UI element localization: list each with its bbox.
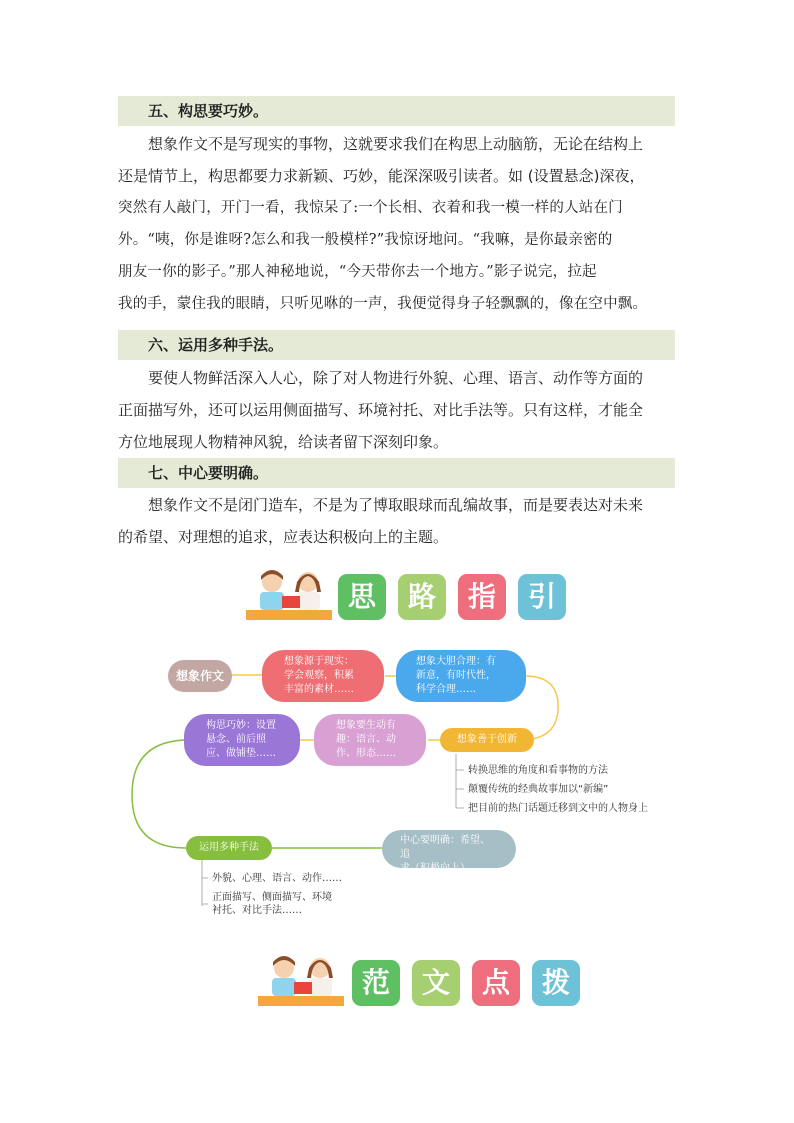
handwritten-line: 我的手，蒙住我的眼睛，只听见咻的一声，我便觉得身子轻飘飘的，像在空中飘。 — [118, 296, 648, 312]
node-line: 构思巧妙：设置 — [206, 720, 276, 731]
banner-char-tile: 指 — [458, 574, 506, 620]
mindmap-node-innovation: 想象善于创新 — [440, 728, 534, 752]
text-line: 正面描写外，还可以运用侧面描写、环境衬托、对比手法等。只有这样，才能全 — [118, 401, 644, 419]
mindmap-node-structure — [184, 714, 300, 766]
node-line: 新意，有时代性， — [416, 670, 496, 681]
mindmap-node-techniques: 运用多种手法 — [186, 836, 272, 860]
section-heading-7: 七、中心要明确。 — [118, 458, 675, 488]
mindmap-item: 把目前的热门话题迁移到文中的人物身上 — [468, 803, 648, 814]
node-line: 作、形态…… — [336, 748, 396, 759]
node-line: 趣：语言、动 — [336, 734, 396, 745]
node-line: 丰富的素材…… — [284, 684, 354, 695]
text-line: 想象作文不是闭门造车，不是为了博取眼球而乱编故事，而是要表达对未来 — [148, 496, 644, 514]
node-line: 科学合理…… — [416, 684, 476, 695]
banner-char-tile: 文 — [412, 960, 460, 1006]
mindmap-node-vivid — [314, 714, 426, 766]
node-line: 应、做铺垫…… — [206, 748, 276, 759]
node-line: 想象大胆合理：有 — [416, 656, 496, 667]
section-heading-6: 六、运用多种手法。 — [118, 330, 675, 360]
section-heading-5: 五、构思要巧妙。 — [118, 96, 675, 126]
mindmap-item: 外貌、心理、语言、动作…… — [212, 873, 342, 884]
banner-model-essay — [258, 956, 588, 1010]
node-line: 中心要明确：希望、追 — [400, 835, 490, 860]
text-line: 想象作文不是写现实的事物，这就要求我们在构思上动脑筋，无论在结构上 — [148, 135, 644, 153]
mindmap-node-reality — [262, 650, 384, 702]
handwritten-line: 外。“咦，你是谁呀?怎么和我一般模样?”我惊讶地问。“我嘛，是你最亲密的 — [118, 232, 613, 248]
handwritten-line: 朋友一你的影子。”那人神秘地说，“今天带你去一个地方。”影子说完，拉起 — [118, 264, 597, 280]
node-line: 想象源于现实： — [284, 656, 354, 667]
node-line: 学会观察，积累 — [284, 670, 354, 681]
mindmap-node-bold — [396, 650, 526, 702]
text-line: 方位地展现人物精神风貌，给读者留下深刻印象。 — [118, 433, 449, 451]
node-line: 悬念、前后照 — [206, 734, 266, 745]
mindmap-node-theme — [382, 830, 516, 874]
node-line: 想象要生动有 — [336, 720, 396, 731]
banner-char-tile: 点 — [472, 960, 520, 1006]
banner-char-tile: 路 — [398, 574, 446, 620]
node-line: 求（积极向上）…… — [400, 863, 490, 874]
mindmap-item: 正面描写、侧面描写、环境 — [212, 892, 332, 903]
text-line: 的希望、对理想的追求，应表达积极向上的主题。 — [118, 528, 449, 546]
mindmap-item: 转换思维的角度和看事物的方法 — [468, 765, 608, 776]
students-reading-icon — [258, 956, 348, 1010]
text-line: 还是情节上，构思都要力求新颖、巧妙，能深深吸引读者。如 (设置悬念)深夜， — [118, 167, 645, 185]
banner-char-tile: 引 — [518, 574, 566, 620]
handwritten-line: 突然有人敲门，开门一看，我惊呆了:一个长相、衣着和我一模一样的人站在门 — [118, 200, 623, 216]
mindmap-item: 衬托、对比手法…… — [212, 905, 302, 916]
banner-char-tile: 思 — [338, 574, 386, 620]
banner-char-tile: 范 — [352, 960, 400, 1006]
banner-char-tile: 拨 — [532, 960, 580, 1006]
mindmap-root: 想象作文 — [168, 660, 232, 692]
mindmap-item: 颠覆传统的经典故事加以“新编” — [468, 784, 609, 795]
text-line: 要使人物鲜活深入人心，除了对人物进行外貌、心理、语言、动作等方面的 — [148, 369, 644, 387]
